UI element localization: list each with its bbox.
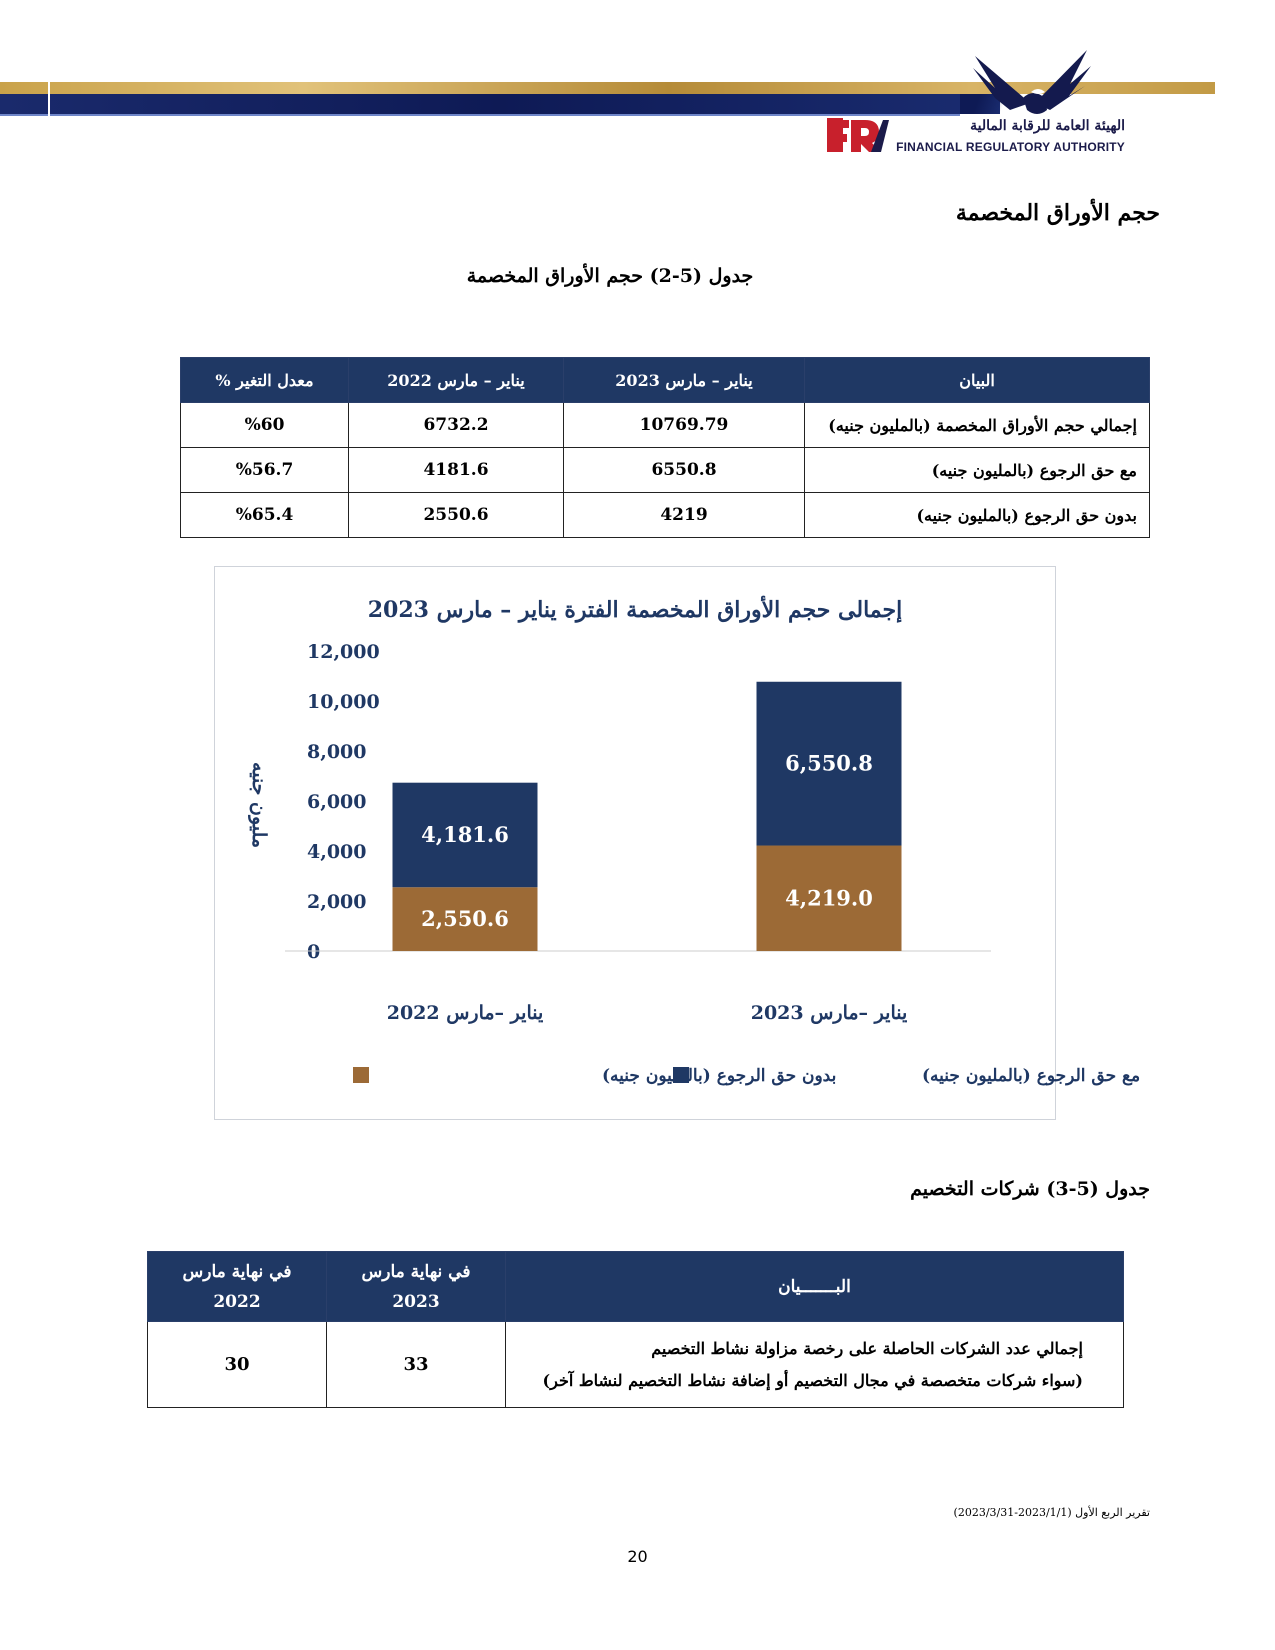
row-label: بدون حق الرجوع (بالمليون جنيه) xyxy=(805,493,1150,538)
header-divider xyxy=(48,82,50,116)
cell-value: 2550.6 xyxy=(349,493,564,538)
row-label-line: (سواء شركات متخصصة في مجال التخصيم أو إضافة نشاط التخصيم لنشاط آخر) xyxy=(542,1370,1083,1390)
header-line: في نهاية مارس xyxy=(361,1261,471,1282)
cell-value: 33 xyxy=(327,1322,506,1408)
data-label: 4,219.0 xyxy=(785,885,873,911)
legend-swatch xyxy=(353,1067,369,1083)
data-label: 4,181.6 xyxy=(421,821,509,847)
legend-label: بدون حق الرجوع (بالمليون جنيه) xyxy=(602,1066,837,1086)
fra-mark-icon xyxy=(825,116,895,156)
row-label-line: إجمالي عدد الشركات الحاصلة على رخصة مزاولة نشاط التخصيم xyxy=(651,1338,1083,1358)
table1-title: جدول (5-2) حجم الأوراق المخصمة xyxy=(466,265,754,287)
cell-value: %56.7 xyxy=(181,448,349,493)
cell-value: %60 xyxy=(181,403,349,448)
cell-value: 6550.8 xyxy=(564,448,805,493)
page-number: 20 xyxy=(627,1547,648,1566)
header-navy-stripe xyxy=(0,94,1000,114)
y-tick-label: 10,000 xyxy=(307,691,380,713)
y-tick-label: 6,000 xyxy=(307,791,367,813)
chart-container xyxy=(214,566,1141,1120)
table-row xyxy=(181,403,1150,448)
table-header-row xyxy=(148,1252,1124,1322)
col-header-end-march-2022 xyxy=(148,1252,327,1322)
y-tick-label: 2,000 xyxy=(307,891,367,913)
col-header-change-rate: معدل التغير % xyxy=(181,358,349,403)
col-header-end-march-2023 xyxy=(327,1252,506,1322)
cell-value: %65.4 xyxy=(181,493,349,538)
chart-title: إجمالى حجم الأوراق المخصمة الفترة يناير – مارس 2023 xyxy=(367,597,903,623)
table-row xyxy=(148,1322,1124,1408)
legend-label: مع حق الرجوع (بالمليون جنيه) xyxy=(922,1066,1141,1086)
cell-value: 10769.79 xyxy=(564,403,805,448)
factoring-companies-table xyxy=(147,1251,1124,1408)
table3-title: جدول (5-3) شركات التخصيم xyxy=(910,1178,1150,1200)
x-tick-label: يناير –مارس 2023 xyxy=(750,1002,908,1024)
col-header-statement: البـــــــيان xyxy=(506,1252,1124,1322)
y-axis-label: مليون جنيه xyxy=(248,762,270,848)
org-name-arabic: الهيئة العامة للرقابة المالية xyxy=(970,118,1125,134)
row-label: إجمالي حجم الأوراق المخصمة (بالمليون جنيه) xyxy=(805,403,1150,448)
header-line: في نهاية مارس xyxy=(182,1261,292,1282)
y-tick-label: 12,000 xyxy=(307,641,380,663)
stacked-bar-chart xyxy=(215,567,1141,1119)
header-year: 2022 xyxy=(213,1291,261,1312)
header-year: 2023 xyxy=(392,1291,440,1312)
section-title: حجم الأوراق المخصمة xyxy=(955,200,1160,226)
y-tick-label: 8,000 xyxy=(307,741,367,763)
table-row xyxy=(181,448,1150,493)
cell-value: 6732.2 xyxy=(349,403,564,448)
col-header-statement: البيان xyxy=(805,358,1150,403)
col-header-2022: يناير – مارس 2022 xyxy=(349,358,564,403)
col-header-2023: يناير – مارس 2023 xyxy=(564,358,805,403)
table-header-row xyxy=(181,358,1150,403)
cell-value: 4181.6 xyxy=(349,448,564,493)
row-label xyxy=(506,1322,1124,1408)
report-period-note: تقرير الربع الأول (2023/1/1-2023/3/31) xyxy=(953,1506,1150,1519)
cell-value: 4219 xyxy=(564,493,805,538)
data-label: 6,550.8 xyxy=(785,750,873,776)
fra-logo xyxy=(855,48,1125,163)
row-label: مع حق الرجوع (بالمليون جنيه) xyxy=(805,448,1150,493)
header-light-line xyxy=(0,114,960,116)
data-label: 2,550.6 xyxy=(421,906,509,932)
y-tick-label: 4,000 xyxy=(307,841,367,863)
org-name-english: FINANCIAL REGULATORY AUTHORITY xyxy=(896,140,1125,154)
table-row xyxy=(181,493,1150,538)
discounted-papers-table xyxy=(180,357,1150,538)
cell-value: 30 xyxy=(148,1322,327,1408)
y-tick-label: 0 xyxy=(307,941,321,963)
x-tick-label: يناير –مارس 2022 xyxy=(386,1002,544,1024)
